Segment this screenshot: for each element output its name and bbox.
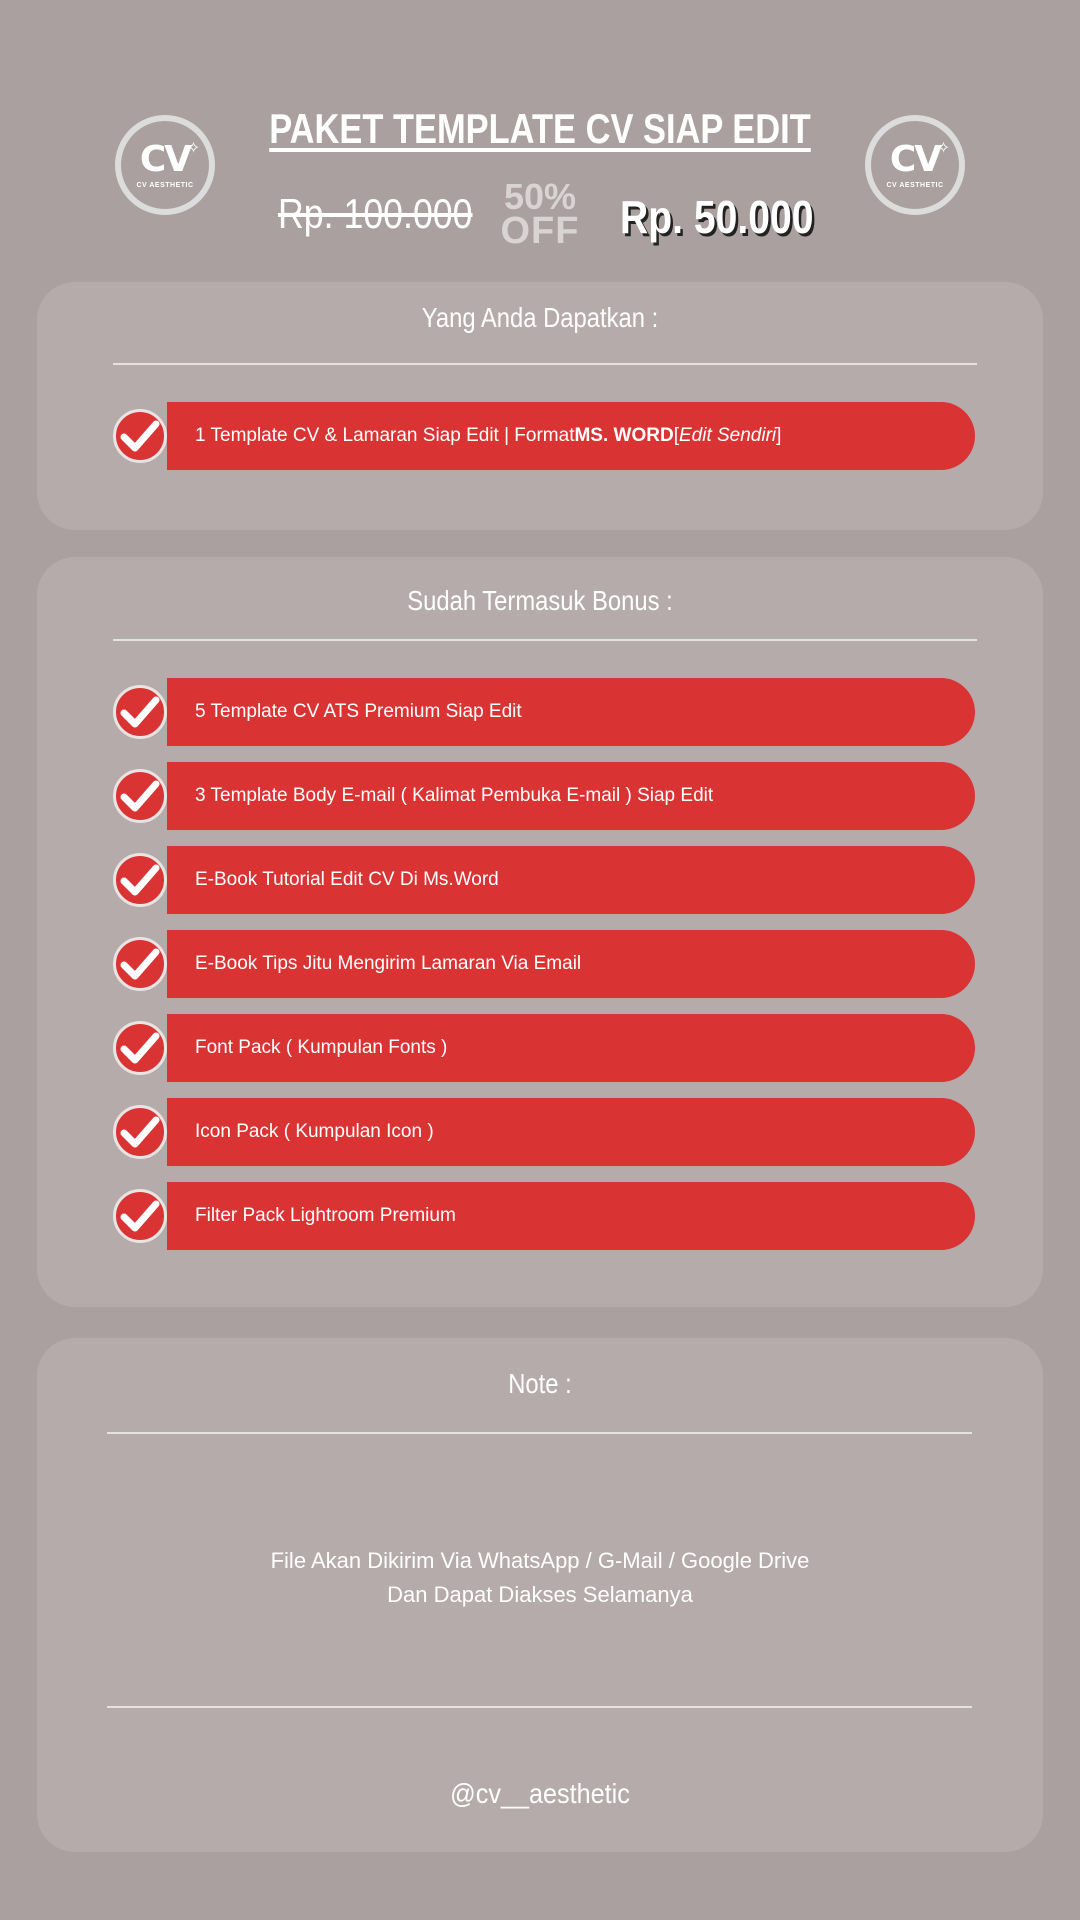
list-item-label: 3 Template Body E-mail ( Kalimat Pembuka E-mail ) Siap Edit bbox=[167, 762, 975, 830]
note-heading: Note : bbox=[508, 1368, 572, 1399]
list-item-label: Filter Pack Lightroom Premium bbox=[167, 1182, 975, 1250]
discount-off: OFF bbox=[500, 210, 580, 252]
note-line-2: Dan Dapat Diakses Selamanya bbox=[387, 1582, 693, 1607]
check-icon bbox=[113, 937, 167, 991]
list-item-label: E-Book Tips Jitu Mengirim Lamaran Via Email bbox=[167, 930, 975, 998]
discount-badge bbox=[498, 176, 582, 252]
included-panel bbox=[37, 282, 1043, 530]
list-item bbox=[113, 846, 1013, 914]
note-text bbox=[37, 1544, 1043, 1612]
note-panel bbox=[37, 1338, 1043, 1852]
logo-brand: CV AESTHETIC bbox=[136, 181, 194, 189]
check-icon bbox=[113, 1021, 167, 1075]
sparkle-icon: ✧ bbox=[186, 137, 201, 157]
list-item-label: Icon Pack ( Kumpulan Icon ) bbox=[167, 1098, 975, 1166]
check-icon bbox=[113, 1189, 167, 1243]
logo-mark: CV ✧ bbox=[140, 142, 190, 178]
check-icon bbox=[113, 685, 167, 739]
list-item bbox=[113, 402, 1013, 470]
logo-mark: CV ✧ bbox=[890, 142, 940, 178]
list-item bbox=[113, 1182, 1013, 1250]
list-item bbox=[113, 1098, 1013, 1166]
divider bbox=[107, 1432, 972, 1434]
included-heading: Yang Anda Dapatkan : bbox=[421, 302, 659, 333]
new-price: Rp. 50.000 bbox=[620, 191, 814, 243]
list-item bbox=[113, 1014, 1013, 1082]
page-title: PAKET TEMPLATE CV SIAP EDIT bbox=[269, 105, 811, 152]
old-price: Rp. 100.000 bbox=[278, 190, 473, 237]
list-item-label: Font Pack ( Kumpulan Fonts ) bbox=[167, 1014, 975, 1082]
list-item-label: 5 Template CV ATS Premium Siap Edit bbox=[167, 678, 975, 746]
bonus-panel bbox=[37, 557, 1043, 1307]
note-line-1: File Akan Dikirim Via WhatsApp / G-Mail / Google Drive bbox=[270, 1548, 810, 1573]
list-item bbox=[113, 678, 1013, 746]
discount-percent: 50% bbox=[503, 176, 577, 217]
check-icon bbox=[113, 769, 167, 823]
list-item-label: E-Book Tutorial Edit CV Di Ms.Word bbox=[167, 846, 975, 914]
check-icon bbox=[113, 1105, 167, 1159]
list-item bbox=[113, 762, 1013, 830]
divider bbox=[113, 639, 977, 641]
check-icon bbox=[113, 853, 167, 907]
list-item-label: 1 Template CV & Lamaran Siap Edit | Format MS. WORD [ Edit Sendiri ] bbox=[167, 402, 975, 470]
check-icon bbox=[113, 409, 167, 463]
list-item bbox=[113, 930, 1013, 998]
logo-brand: CV AESTHETIC bbox=[886, 181, 944, 189]
sparkle-icon: ✧ bbox=[936, 137, 951, 157]
bonus-heading: Sudah Termasuk Bonus : bbox=[407, 585, 673, 616]
social-handle: @cv__aesthetic bbox=[450, 1778, 630, 1809]
divider bbox=[107, 1706, 972, 1708]
divider bbox=[113, 363, 977, 365]
